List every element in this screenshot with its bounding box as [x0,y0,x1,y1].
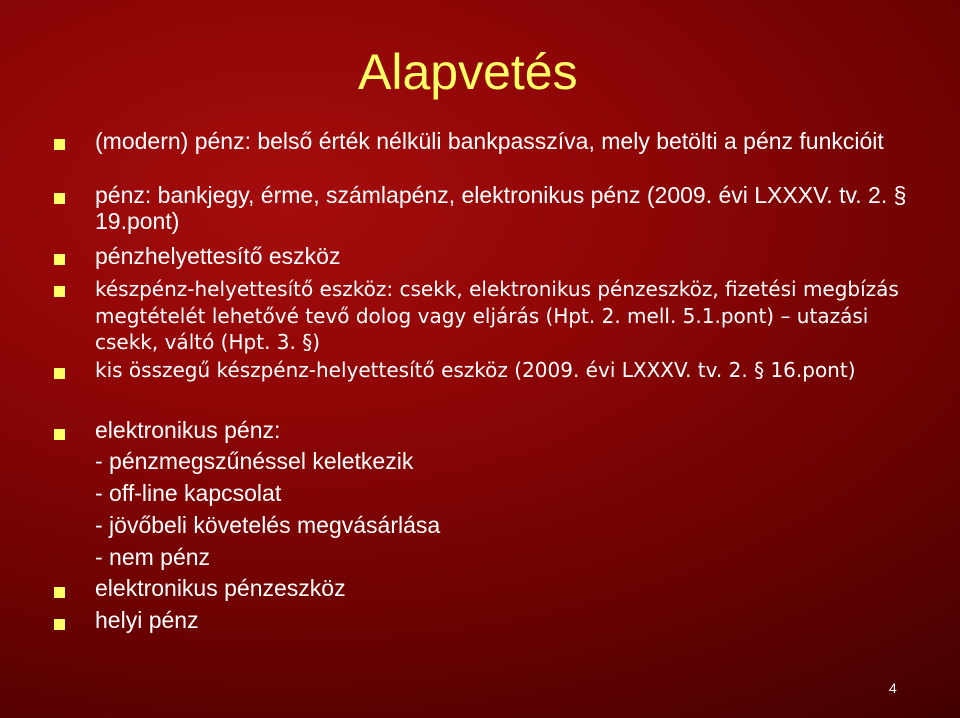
list-item: elektronikus pénzeszköz [95,575,346,601]
page-number: 4 [889,680,897,696]
bullet-square-icon [54,139,65,150]
sub-item: - pénzmegszűnéssel keletkezik [95,448,414,474]
sub-item: - nem pénz [95,544,211,570]
bullet-square-icon [54,193,65,204]
list-item: készpénz-helyettesítő eszköz: csekk, elektronikus pénzeszköz, fizetési megbízás megtételét lehetővé tevő dolog vagy eljárás (Hpt. 2. mell. 5.1.pont) – utazási csekk, váltó (Hpt. 3. §) [95,277,899,354]
bullet-square-icon [54,587,65,598]
list-item: kis összegű készpénz-helyettesítő eszköz (2009. évi LXXXV. tv. 2. § 16.pont) [95,358,856,382]
list-item: pénz: bankjegy, érme, számlapénz, elektronikus pénz (2009. évi LXXXV. tv. 2. § 19.pont) [95,182,907,234]
sub-item: - off-line kapcsolat [95,480,282,506]
list-item: elektronikus pénz: [95,417,281,443]
bullet-square-icon [54,286,65,297]
list-item: pénzhelyettesítő eszköz [95,243,341,269]
bullet-square-icon [54,619,65,630]
sub-item: - jövőbeli követelés megvásárlása [95,512,441,538]
bullet-square-icon [54,429,65,440]
slide-title: Alapvetés [358,44,578,100]
list-item: helyi pénz [95,607,199,633]
bullet-square-icon [54,368,65,379]
bullet-square-icon [54,254,65,265]
list-item: (modern) pénz: belső érték nélküli bankpasszíva, mely betölti a pénz funkcióit [95,128,884,154]
